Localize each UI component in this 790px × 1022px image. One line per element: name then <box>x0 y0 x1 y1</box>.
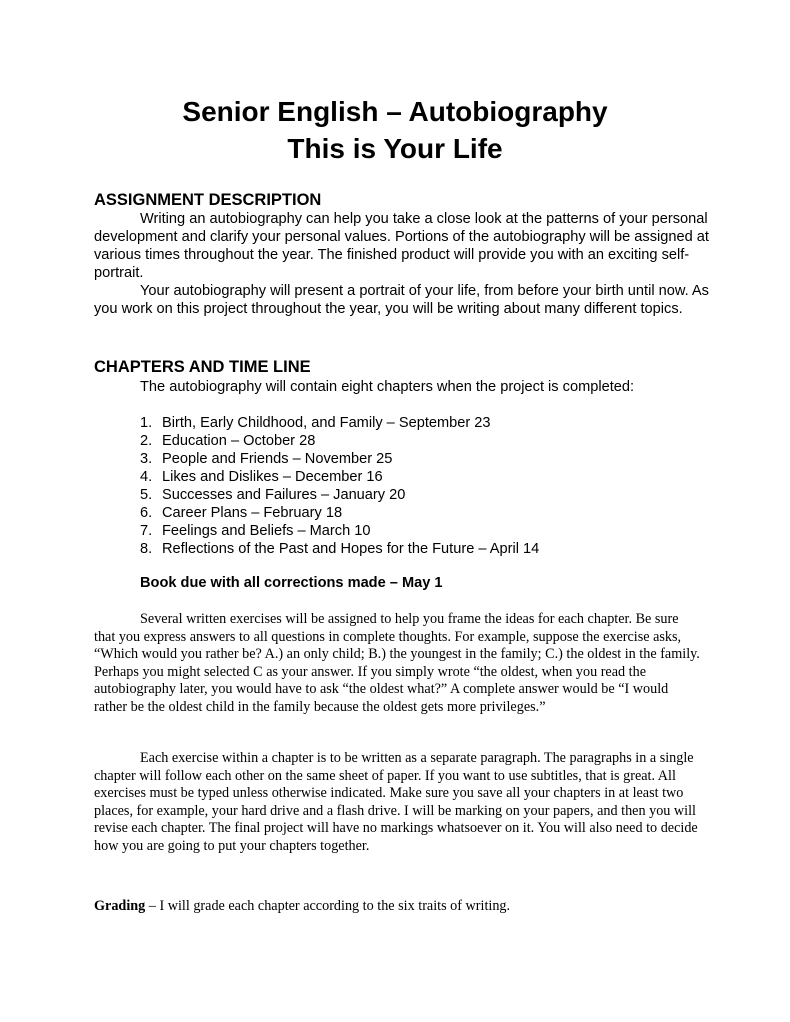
chapters-heading: CHAPTERS AND TIME LINE <box>94 358 311 376</box>
list-item <box>140 432 539 450</box>
grading-note <box>94 898 510 916</box>
chapter-number: 1. <box>140 415 153 431</box>
chapter-number: 4. <box>140 469 153 485</box>
document-title: Senior English – Autobiography <box>182 96 608 127</box>
list-item <box>140 522 539 540</box>
list-item <box>140 540 539 558</box>
exercises-paragraph: Several written exercises will be assigned to help you frame the ideas for each chapter. Be sure that you express answers to all questions in complete thoughts. For example, suppose the exercise asks, “Which would you rather be? A.) an only child; B.) the youngest in the family; C.) the oldest in the family. Perhaps you might selected C as your answer. If you simply wrote “the oldest, when you read the autobiography later, you would have to ask “the oldest what?” A complete answer would be “I would rather be the oldest child in the family because the oldest gets more privileges.” <box>94 611 700 715</box>
due-date-note: Book due with all corrections made – May 1 <box>140 575 443 591</box>
chapter-number: 7. <box>140 523 153 539</box>
chapter-text: Career Plans – February 18 <box>162 505 343 521</box>
chapter-text: Reflections of the Past and Hopes for the Future – April 14 <box>162 541 540 557</box>
list-item <box>140 486 539 504</box>
chapter-number: 3. <box>140 451 153 467</box>
chapter-text: Education – October 28 <box>162 433 316 449</box>
chapter-text: People and Friends – November 25 <box>162 451 393 467</box>
chapter-number: 6. <box>140 505 153 521</box>
document-subtitle: This is Your Life <box>287 133 503 164</box>
grading-label: Grading <box>94 898 146 914</box>
chapter-number: 2. <box>140 433 153 449</box>
assignment-paragraph-1: Writing an autobiography can help you take a close look at the patterns of your personal development and clarify your personal values. Portions of the autobiography will be assigned at various times throughout the year. The finished product will provide you with an exciting self-portrait. <box>94 211 709 281</box>
list-item <box>140 450 539 468</box>
chapter-text: Successes and Failures – January 20 <box>162 487 406 503</box>
chapter-number: 5. <box>140 487 153 503</box>
exercises-section <box>94 611 700 716</box>
assignment-heading: ASSIGNMENT DESCRIPTION <box>94 191 322 209</box>
chapter-text: Feelings and Beliefs – March 10 <box>162 523 371 539</box>
assignment-description <box>94 210 714 318</box>
chapters-intro: The autobiography will contain eight chapters when the project is completed: <box>140 379 635 395</box>
list-item <box>140 504 539 522</box>
formatting-section <box>94 750 700 855</box>
chapter-number: 8. <box>140 541 153 557</box>
list-item <box>140 468 539 486</box>
chapter-text: Birth, Early Childhood, and Family – September 23 <box>162 415 491 431</box>
grading-text: – I will grade each chapter according to the six traits of writing. <box>145 898 511 914</box>
formatting-paragraph: Each exercise within a chapter is to be written as a separate paragraph. The paragraphs in a single chapter will follow each other on the same sheet of paper. If you want to use subtitles, that is great. All exercises must be typed unless otherwise indicated. Make sure you save all your chapters in at least two places, for example, your hard drive and a flash drive. I will be marking on your papers, and then you will revise each chapter. The final project will have no markings whatsoever on it. You will also need to decide how you are going to put your chapters together. <box>94 750 698 854</box>
assignment-paragraph-2: Your autobiography will present a portrait of your life, from before your birth until now. As you work on this project throughout the year, you will be writing about many different topics. <box>94 283 709 317</box>
chapter-list <box>140 414 539 558</box>
chapter-text: Likes and Dislikes – December 16 <box>162 469 383 485</box>
list-item <box>140 414 539 432</box>
